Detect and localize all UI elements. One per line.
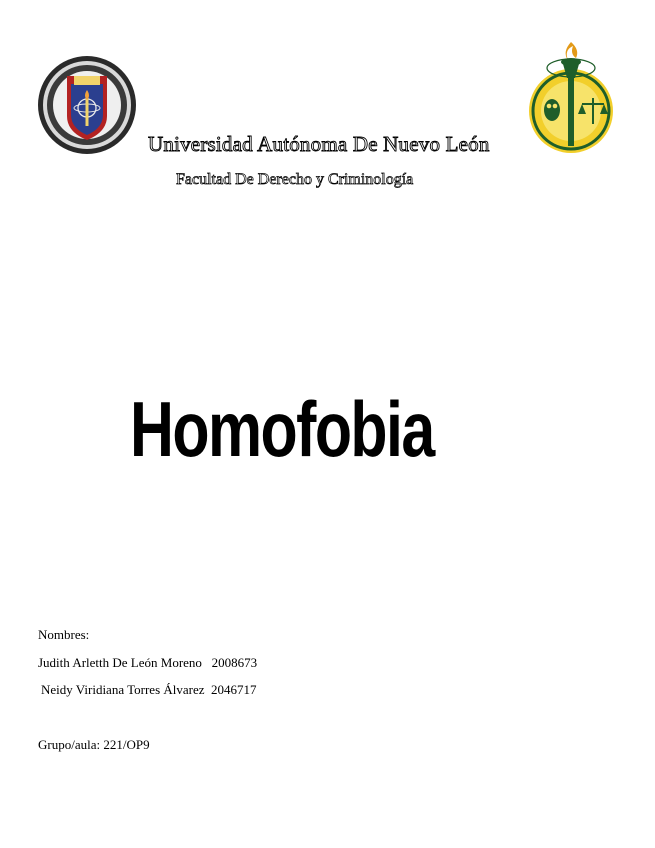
document-title: Homofobia xyxy=(130,385,434,473)
group-value: 221/OP9 xyxy=(103,737,150,752)
author-name: Neidy Viridiana Torres Álvarez xyxy=(41,682,205,697)
uanl-seal-logo xyxy=(36,54,138,156)
group-label: Grupo/aula: xyxy=(38,737,101,752)
author-line xyxy=(38,655,257,671)
university-name: Universidad Autónoma De Nuevo León xyxy=(148,132,490,156)
authors-label: Nombres: xyxy=(38,627,90,642)
author-line xyxy=(41,682,257,698)
group-line xyxy=(38,737,150,753)
author-id: 2046717 xyxy=(211,682,257,697)
author-name: Judith Arletth De León Moreno xyxy=(38,655,202,670)
faculty-name: Facultad De Derecho y Criminología xyxy=(176,171,414,188)
faculty-crest-logo xyxy=(526,38,616,156)
author-id: 2008673 xyxy=(211,655,258,670)
